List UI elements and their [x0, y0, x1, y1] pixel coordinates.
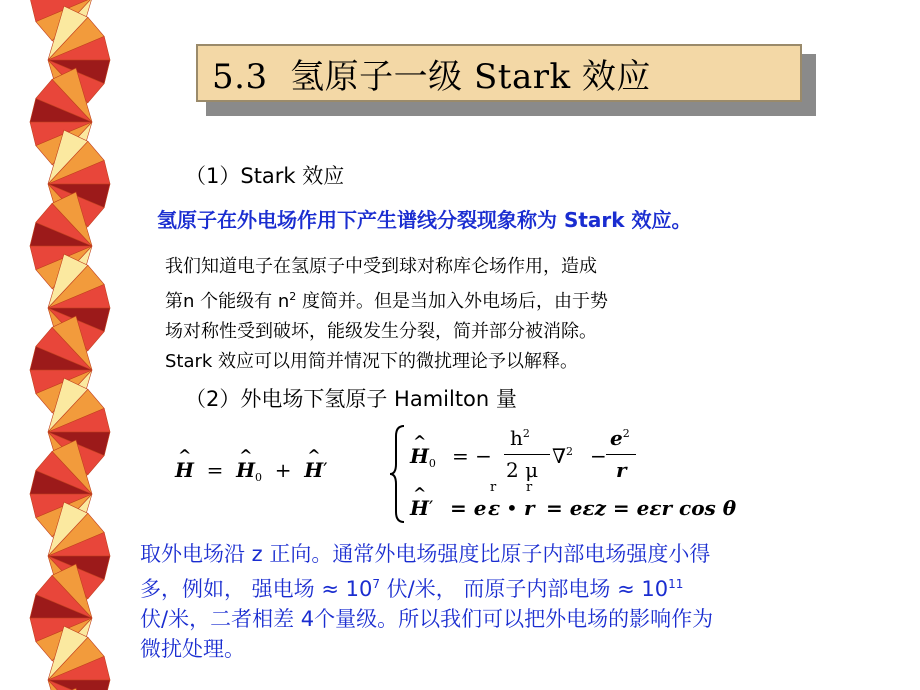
eq2-h-hat: ^ H	[410, 496, 429, 520]
hamiltonian-sum-equation: ^ H = ^ $H_0$ + ^ H′	[175, 458, 328, 484]
eq2-prime: ′	[428, 496, 434, 520]
h-prime-hat: ^ H	[304, 458, 323, 482]
prime-mark: ′	[323, 458, 328, 482]
conclusion-paragraph	[140, 539, 880, 664]
title-panel	[196, 44, 802, 102]
eq1-minus: −	[590, 444, 607, 468]
conclusion-line2-sup2: 11	[668, 577, 684, 591]
paragraph-line2-b: 度简并。但是当加入外电场后，由于势	[296, 291, 608, 312]
conclusion-line3: 伏/米，二者相差 4个量级。所以我们可以把外电场的影响作为	[140, 607, 714, 631]
decorative-ribbon	[0, 0, 130, 690]
conclusion-line2-b: 伏/米， 而原子内部电场 ≈ 10	[379, 577, 669, 601]
eq2-vector-mark-r: r	[526, 480, 533, 495]
h0-subscript: 0	[255, 471, 263, 484]
eq2-epsilon: ε	[488, 496, 501, 520]
eq1-fraction-bar	[504, 454, 550, 455]
eq1-equals-minus: = −	[452, 444, 492, 468]
eq2-r-vector: r	[524, 496, 535, 520]
eq2-equals-e: = e	[450, 496, 487, 520]
eq1-h-hat: ^ H	[410, 444, 429, 468]
eq2-rest: = eεz = eεr cos θ	[546, 496, 737, 520]
nabla-sup: 2	[565, 445, 573, 458]
conclusion-line2	[140, 569, 880, 604]
h0-hat: ^ H	[236, 458, 255, 482]
definition-text: 氢原子在外电场作用下产生谱线分裂现象称为 Stark 效应。	[157, 208, 692, 232]
eq1-e-sup: 2	[622, 427, 630, 440]
eq1-denominator: 2 μ	[506, 458, 539, 482]
eq2-vector-mark-eps: r	[490, 480, 497, 495]
page-title: 5.3 氢原子一级 Stark 效应	[212, 56, 651, 97]
nabla-symbol: ∇	[552, 444, 566, 468]
paragraph-line2	[165, 282, 765, 317]
paragraph-line3: 场对称性受到破坏，能级发生分裂，简并部分被消除。	[165, 321, 597, 342]
h-hat-lhs: ^ H	[175, 458, 194, 482]
eq1-numerator-sup: 2	[522, 427, 530, 440]
section1-heading: （1）Stark 效应	[185, 164, 345, 188]
equation-brace	[388, 424, 408, 524]
eq1-e: e	[610, 426, 623, 450]
section2-heading: （2）外电场下氢原子 Hamilton 量	[185, 387, 517, 411]
explanation-paragraph	[165, 252, 765, 377]
conclusion-line2-a: 多，例如， 强电场 ≈ 10	[140, 577, 373, 601]
conclusion-line4: 微扰处理。	[140, 637, 245, 661]
eq1-subscript: 0	[428, 457, 436, 470]
conclusion-line2-sup1: 7	[372, 577, 380, 591]
eq1-fraction-bar2	[606, 454, 636, 455]
conclusion-line1: 取外电场沿 z 正向。通常外电场强度比原子内部电场强度小得	[140, 542, 711, 566]
title-box	[196, 44, 806, 106]
plus-sign: +	[274, 458, 292, 482]
eq1-r: r	[616, 458, 627, 482]
eq2-dot: •	[506, 496, 518, 520]
h-prime-equation	[410, 480, 740, 524]
paragraph-line2-sup: 2	[289, 290, 297, 303]
paragraph-line1: 我们知道电子在氢原子中受到球对称库仑场作用，造成	[165, 256, 597, 277]
paragraph-line4: Stark 效应可以用简并情况下的微扰理论予以解释。	[165, 351, 579, 372]
h0-equation	[410, 426, 670, 482]
paragraph-line2-a: 第n 个能级有 n	[165, 291, 290, 312]
eq1-numerator: h	[510, 426, 523, 450]
